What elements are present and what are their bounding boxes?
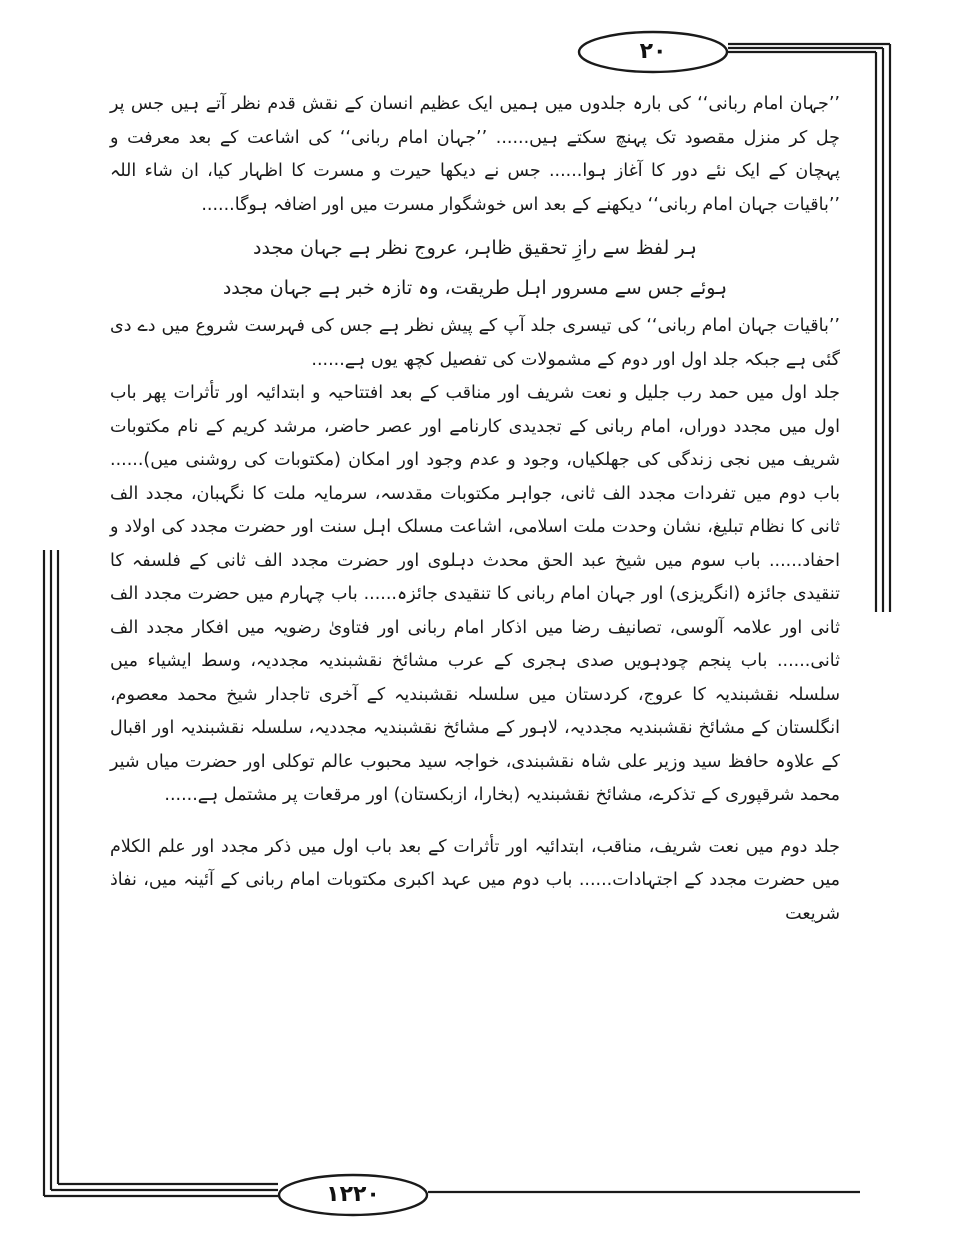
document-body [110,88,840,931]
top-page-number: ٢٠ [639,39,667,64]
verse-line-2: ہوئے جس سے مسرور اہل طریقت، وہ تازہ خبر ہے جہان مجدد [222,277,728,299]
verse-line-1: ہر لفظ سے رازِ تحقیق ظاہر، عروج نظر ہے جہان مجدد [253,237,697,259]
paragraph-intro: ’’جہان امام ربانی‘‘ کی بارہ جلدوں میں ہمیں ایک عظیم انسان کے نقش قدم نظر آتے ہیں جس پر چل کر منزل مقصود تک پہنچ سکتے ہیں...... ’’جہان امام ربانی‘‘ کی اشاعت کے بعد معرفت و پہچان کے ایک نئے دور کا آغاز ہوا...... جس نے دیکھا حیرت و مسرت کا اظہار کیا، ان شاء اللہ ’’باقیات جہان امام ربانی‘‘ دیکھنے کے بعد اس خوشگوار مسرت میں اور اضافہ ہوگا...... [110,94,840,215]
bottom-page-number: ١٢٢٠ [326,1182,380,1207]
paragraph-volume-one-contents: جلد اول میں حمد رب جلیل و نعت شریف اور مناقب کے بعد افتتاحیہ و ابتدائیہ اور تأثرات پھر باب اول میں مجدد دوراں، امام ربانی کے تجدیدی کارنامے اور عصر حاضر، مرشد کریم کے نام مکتوبات شریف میں نجی زندگی کی جھلکیاں، وجود و عدم وجود اور امکان (مکتوبات کی روشنی میں)...... باب دوم میں تفردات مجدد الف ثانی، جواہر مکتوبات مقدسہ، سرمایہ ملت کا نگہبان، مجدد الف ثانی کا نظام تبلیغ، نشان وحدت ملت اسلامی، اشاعت مسلک اہل سنت اور حضرت مجدد کی اولاد و احفاد...... باب سوم میں شیخ عبد الحق محدث دہلوی اور حضرت مجدد الف ثانی کے فلسفہ کا تنقیدی جائزہ (انگریزی) اور جہان امام ربانی کا تنقیدی جائزہ...... باب چہارم میں حضرت مجدد الف ثانی اور علامہ آلوسی، تصانیف رضا میں اذکار امام ربانی اور فتاویٰ رضویہ میں افکار مجدد الف ثانی...... باب پنجم چودہویں صدی ہجری کے عرب مشائخ نقشبندیہ مجددیہ، وسط ایشیاء میں سلسلہ نقشبندیہ کا عروج، کردستان میں سلسلہ نقشبندیہ کے آخری تاجدار شیخ محمد معصوم، انگلستان کے مشائخ نقشبندیہ مجددیہ، لاہور کے مشائخ نقشبندیہ مجددیہ، سلسلہ نقشبندیہ اور اقبال کے علاوہ حافظ سید وزیر علی شاہ نقشبندی، خواجہ سید محبوب عالم توکلی اور حضرت میاں شیر محمد شرقپوری کے تذکرے، مشائخ نقشبندیہ (بخارا، ازبکستان) اور مرقعات پر مشتمل ہے...... [110,383,840,805]
poem-verses [110,228,840,308]
paragraph-volume-two-contents: جلد دوم میں نعت شریف، مناقب، ابتدائیہ اور تأثرات کے بعد باب اول میں ذکر مجدد اور علم الکلام میں حضرت مجدد کے اجتہادات...... باب دوم میں عہد اکبری مکتوبات امام ربانی کے آئینہ میں، نفاذ شریعت [110,836,840,924]
paragraph-volume-three: ’’باقیات جہان امام ربانی‘‘ کی تیسری جلد آپ کے پیش نظر ہے جس کی فہرست شروع میں دے دی گئی ہے جبکہ جلد اول اور دوم کے مشمولات کی تفصیل کچھ یوں ہے...... [110,316,840,370]
